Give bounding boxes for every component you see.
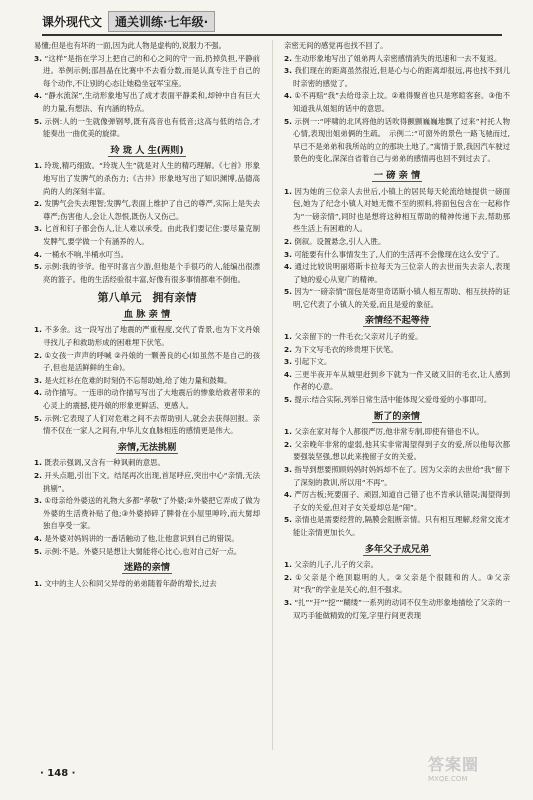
answer-number: 5. xyxy=(34,262,42,272)
answer-number: 5. xyxy=(284,515,292,525)
answer-number: 4. xyxy=(34,388,42,398)
answer-item xyxy=(34,198,260,223)
header-rule xyxy=(42,34,502,36)
answer-item xyxy=(284,597,510,622)
answer-text: 示例:我的爷爷。他平时喜言少游,但他是个手很巧的人,能编出很漂亮的篮子。他的生活经验很丰富,好像有很多事情都难不倒他。 xyxy=(43,262,260,284)
answer-item xyxy=(284,261,510,286)
answer-item xyxy=(284,40,510,53)
answer-item xyxy=(284,53,510,66)
answer-number: 2. xyxy=(34,350,42,360)
left-column xyxy=(34,40,260,750)
answer-text: 示例:人的一生就像弹钢琴,既有高音也有低音;这高与低的结合,才能奏出一曲优美的旋律。 xyxy=(43,116,260,139)
answer-text: 指导到想要照顾妈妈时妈妈却不在了。因为父亲的去世给“我”留下了深刻的教训,所以用“不再”。 xyxy=(293,465,510,487)
answer-number: 2. xyxy=(34,199,42,209)
answer-item xyxy=(34,160,260,198)
section-title xyxy=(284,170,510,183)
answer-item xyxy=(284,331,510,344)
section-title xyxy=(34,442,260,455)
answer-number: 3. xyxy=(34,53,42,63)
answer-text: 示例:它表现了人们对危难之间不去帮助别人,就会去获得回报。亲情不仅在一家人之间有,中华儿女血脉相连的感情更是伟大。 xyxy=(43,413,260,436)
answer-text: ①母亲给外婆送的礼物大多都“孝敬”了外婆;②外婆把它弄成了做为外婆的生活费补贴了他;③外婆掉碎了脾骨在小屋里呻吟,而大舅却独自享受一家。 xyxy=(43,496,260,531)
answer-item xyxy=(284,116,510,166)
section-title-text: 迷路的亲情 xyxy=(124,562,170,574)
answer-item xyxy=(34,457,260,470)
answer-text: ①父亲是个绝顶聪明的人。②父亲是个很随和的人。③父亲对“我”的学业是关心的,但不强求。 xyxy=(293,572,510,595)
answer-number: 4. xyxy=(284,262,292,272)
section-title-text: 断了的亲情 xyxy=(374,410,420,422)
page-number: · 148 · xyxy=(40,768,76,779)
answer-number: 2. xyxy=(284,53,292,63)
answer-text: 因为“一磅亲情”面包是寄里奇诺斯小镇人相互帮助、相互扶持的证明,它代表了小镇人的关爱,而且是爱的象征。 xyxy=(293,287,510,309)
answer-text: ①女孩一声声的呼喊 ②丹娘的一颗善良的心(如虽然不是自己的孩子,但也是活鲜鲜的生命)。 xyxy=(43,350,260,373)
answer-number: 3. xyxy=(284,465,292,474)
answer-number: 5. xyxy=(284,287,292,297)
answer-text: 倒叙。设置悬念,引人入胜。 xyxy=(294,236,386,246)
section-title-text: 亲情,无法挑剔 xyxy=(117,441,177,453)
answer-text: 生动形象地写出了姐弟两人亲密感情消失的迅速和一去不复返。 xyxy=(294,53,502,63)
answer-item xyxy=(34,350,260,375)
answer-item xyxy=(284,464,510,489)
answer-number: 3. xyxy=(34,224,42,234)
answer-number: 1. xyxy=(284,427,292,437)
right-column xyxy=(284,40,510,750)
answer-number: 3. xyxy=(34,496,42,506)
answer-number: 2. xyxy=(284,344,292,354)
answer-item xyxy=(34,223,260,248)
section-title xyxy=(284,411,510,424)
running-header xyxy=(42,10,502,32)
answer-number: 1. xyxy=(34,161,42,171)
answer-number: 1. xyxy=(284,186,292,196)
answer-text: 父亲的儿子,儿子的父亲。 xyxy=(294,560,378,570)
answer-item xyxy=(284,65,510,90)
section-title xyxy=(284,544,510,557)
answer-text: 提示:结合实际,列举日常生活中能体现父爱母爱的小事即可。 xyxy=(294,395,492,405)
answer-number: 4. xyxy=(284,490,292,500)
answer-number: 3. xyxy=(284,597,292,607)
section-title-text: 多年父子成兄弟 xyxy=(364,543,430,555)
answer-text: 开头点题,引出下文。结尾再次出现,首尾呼应,突出中心“亲情,无法挑剔”。 xyxy=(43,471,260,493)
answer-number: 3. xyxy=(34,375,42,385)
answer-number: 5. xyxy=(34,116,42,126)
answer-item xyxy=(34,387,260,412)
answer-item xyxy=(34,413,260,438)
answer-item xyxy=(34,90,260,115)
answer-number: 1. xyxy=(34,325,42,335)
answer-number: 1. xyxy=(34,458,42,468)
section-title xyxy=(34,562,260,575)
answer-text: 匕首和钉子都会伤人,让人难以承受。由此我们要记住:要尽量克制发脾气,要学做一个有涵养的人。 xyxy=(43,224,260,246)
answer-item xyxy=(34,53,260,91)
answer-item xyxy=(284,344,510,357)
answer-number: 4. xyxy=(284,91,292,101)
answer-text: 是外婆对妈妈讲的一番话触动了他,让他意识到自己的错误。 xyxy=(44,533,239,543)
answer-item xyxy=(284,249,510,262)
answer-item xyxy=(284,286,510,311)
answer-text: 示例一:“呼啸的北风将他的话吹得颤颤巍巍地飘了过来”衬托人物心情,表现出姐弟俩的生疏。 示例二:“可窗外的景色一路飞驰而过,早已不是弟弟和我所站的立的那块土地了。”寓情于景,我因汽车驶过景色的变化,深深自省着自己与弟弟的感情再也回不到过去了。 xyxy=(293,116,510,164)
answer-number: 4. xyxy=(284,369,292,379)
answer-item xyxy=(34,40,260,53)
answer-text: 不多余。这一段写出了地震的严重程度,交代了背景,也为下文丹娘寻找儿子和救助形成的困难埋下伏笔。 xyxy=(43,325,260,348)
answer-text: 是火红衫在危难的时刻仍不忘帮助她,给了她力量和鼓舞。 xyxy=(44,375,232,385)
answer-text: 父亲在家对每个人都很严厉,他非常专制,即使有错也不认。 xyxy=(294,427,484,437)
answer-number: 3. xyxy=(284,249,292,259)
answer-item xyxy=(284,236,510,249)
answer-text: 引起下文。 xyxy=(294,357,332,367)
answer-text: 动作描写。一连串的动作描写写出了大地震后的惨象给救者带来的心灵上的震撼,使丹娘的形象更鲜活、更感人。 xyxy=(43,388,260,411)
unit-title: 第八单元 拥有亲情 xyxy=(97,291,197,305)
answer-item xyxy=(284,369,510,394)
answer-item xyxy=(34,375,260,388)
answer-item xyxy=(34,116,260,141)
answer-text: 亲情也是需要经营的,隔膜会阻断亲情。只有相互理解,经常交流才能让亲情更加长久。 xyxy=(293,515,510,537)
answer-number: 3. xyxy=(284,357,292,367)
answer-item xyxy=(34,533,260,546)
grade-tag: 通关训练·七年级· xyxy=(108,11,215,32)
section-title-text: 玲 珑 人 生(两则) xyxy=(110,144,184,156)
answer-number: 5. xyxy=(34,546,42,556)
answer-text: 三更半夜开车从城里赶到乡下就为一件又破又旧的毛衣,让人感到作者的心意。 xyxy=(293,369,510,392)
answer-item xyxy=(284,572,510,597)
answer-text: 父亲晚年非常的虚弱,他其实非常渴望得到子女的爱,所以他每次都要强装坚强,想以此来挽留子女的关爱。 xyxy=(293,439,510,462)
answer-text: 亲密无间的感觉再也找不回了。 xyxy=(284,41,388,50)
answer-text: “这样”是指在学习上把自己的和心之间的守一而,扔掉负担,平静前进。举例示例;邵昌晶在比赛中不去看分数,而是认真专注于自己的每个动作,不让别的心态让她稳坐冠军宝座。 xyxy=(43,53,260,88)
answer-number: 2. xyxy=(284,236,292,246)
answer-number: 5. xyxy=(284,395,292,405)
answer-item xyxy=(284,394,510,407)
answer-number: 2. xyxy=(284,572,292,582)
answer-text: 易懂;但是也有坏的一面,因为此人物是虚构的,说服力不强。 xyxy=(34,41,226,50)
answer-item xyxy=(34,578,260,591)
answer-item xyxy=(34,470,260,495)
section-title xyxy=(34,145,260,158)
answer-text: 一桶水不响,半桶水叮当。 xyxy=(44,249,128,259)
answer-text: 玲珑,精巧细致。“玲珑人生”就是对人生的精巧理解。《七首》形象地写出了发脾气的杀伤力;《古井》形象地写出了知识渊博,品德高尚的人的深刻丰富。 xyxy=(43,161,260,196)
section-title-text: 一 磅 亲 情 xyxy=(373,169,421,181)
answer-item xyxy=(284,489,510,514)
answer-item xyxy=(34,495,260,533)
column-divider xyxy=(272,40,273,750)
answer-text: 示例:不是。外婆只是想让大舅能将心比心,也对自己好一点。 xyxy=(44,546,242,556)
answer-number: 2. xyxy=(284,439,292,449)
answer-text: 父亲留下的一件毛衣;父亲对儿子的爱。 xyxy=(294,332,423,342)
section-title-text: 亲情经不起等待 xyxy=(364,315,430,327)
answer-text: 可能要有什么事情发生了,人们的生活再不会像现在这么安宁了。 xyxy=(294,249,504,259)
answer-text: “静水流深”,生动形象地写出了成才表面平静柔和,却钟中自有巨大的力量,有想法、有内涵的特点。 xyxy=(43,91,260,113)
answer-item xyxy=(34,324,260,349)
answer-number: 1. xyxy=(34,578,42,588)
answer-text: “扎”“开”“挖”“糊缕”一系列的动词不仅生动形象地描绘了父亲的一双巧手能做精致的灯笼,字里行间更表现 xyxy=(293,597,510,620)
section-title xyxy=(284,315,510,328)
answer-item xyxy=(284,439,510,464)
answer-number: 5. xyxy=(284,116,292,126)
answer-number: 4. xyxy=(34,91,42,101)
series-title: 课外现代文 xyxy=(42,14,103,29)
answer-number: 4. xyxy=(34,249,42,259)
watermark-url: MXQE.COM xyxy=(428,775,468,783)
answer-text: ①不再赔“我”去给母亲上坟。②难得聚首也只是寒暄客套。③他不知道我从姐姐的话中的意思。 xyxy=(293,91,510,113)
watermark-logo xyxy=(428,752,526,796)
section-title-text: 血 脉 亲 情 xyxy=(123,308,171,320)
answer-text: 我们现在的距离虽然很近,但是心与心的距离却很远,再也找不到儿时亲密的感觉了。 xyxy=(293,66,510,88)
answer-item xyxy=(34,261,260,286)
answer-number: 2. xyxy=(34,471,42,480)
answer-item xyxy=(34,546,260,559)
answer-item xyxy=(284,514,510,539)
answer-number: 5. xyxy=(34,413,42,423)
answer-text: 严厉古板;死要面子、顽固,知道自己错了也不肯承认错误;渴望得到子女的关爱,但对子女关爱却总是“闹”。 xyxy=(293,490,510,512)
answer-item xyxy=(34,249,260,262)
answer-text: 因为她的三位亲人去世后,小镇上的居民每天轮流给她提供一磅面包,她为了纪念小镇人对她无微不至的照料,将面包包含在一起称作为“一磅亲情”,同时也是想将这种相互帮助的精神传递下去,帮助那些生活上有困难的人。 xyxy=(293,186,510,234)
answer-number: 3. xyxy=(284,66,292,76)
answer-text: 既表示强调,又含有一种讽刺的意思。 xyxy=(44,458,165,468)
answer-item xyxy=(284,356,510,369)
answer-item xyxy=(284,426,510,439)
answer-text: 通过比较说明丽塔斯卡拉每天为三位亲人的去世而失去亲人,表现了她的爱心从宽广的精神。 xyxy=(293,262,510,284)
answer-text: 发脾气会失去理智;发脾气,表面上维护了自己的尊严,实际上是失去尊严;伤害他人,会让人怨恨,既伤人又伤己。 xyxy=(43,199,260,221)
answer-item xyxy=(284,559,510,572)
answer-number: 1. xyxy=(284,560,292,570)
answer-text: 为下文写毛衣的珍贵埋下伏笔。 xyxy=(294,344,398,354)
watermark-logo-text: 答案圈 xyxy=(428,755,480,774)
answer-number: 4. xyxy=(34,533,42,543)
answer-text: 文中的主人公和同父异母的弟弟随着年龄的增长,过去 xyxy=(44,578,217,588)
answer-item xyxy=(284,90,510,115)
answer-number: 1. xyxy=(284,332,292,342)
section-title xyxy=(34,309,260,322)
answer-item xyxy=(284,186,510,236)
